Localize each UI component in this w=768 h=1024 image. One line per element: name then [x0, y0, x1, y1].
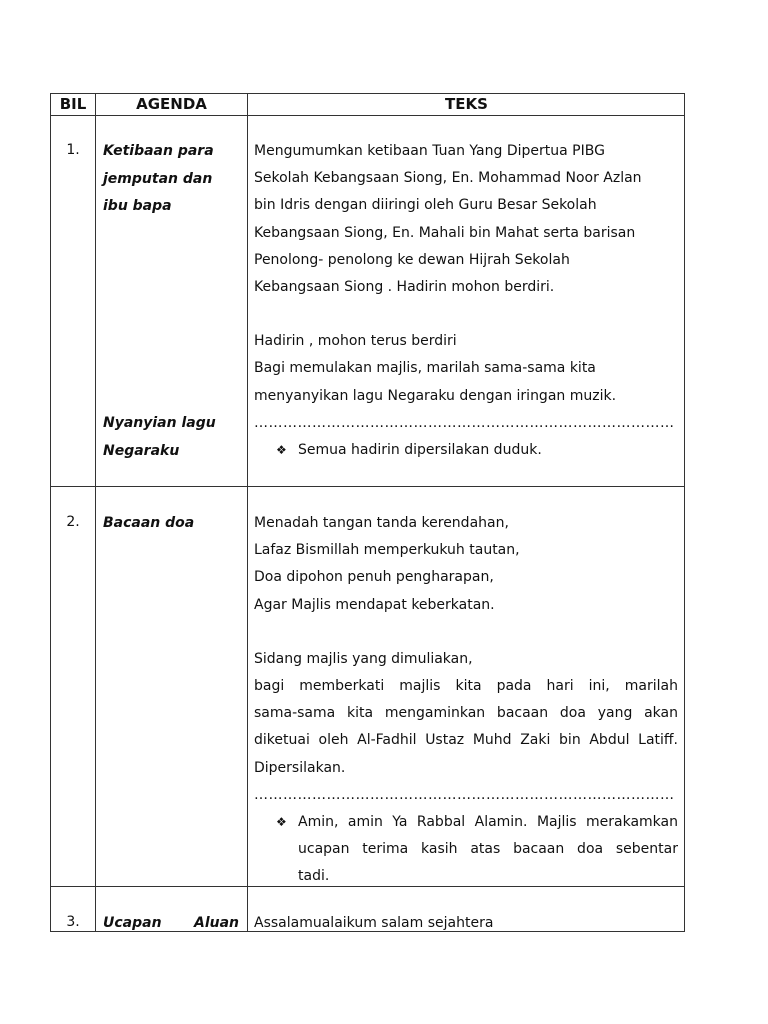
bullet-item	[254, 437, 678, 464]
agenda-table	[50, 93, 685, 932]
text-line: Agar Majlis mendapat keberkatan.	[254, 596, 495, 613]
bullet-text: ucapan terima kasih atas bacaan doa sebentar	[298, 841, 678, 858]
diamond-bullet-icon: ❖	[276, 443, 287, 458]
bullet-item	[254, 809, 678, 891]
text-line: Hadirin , mohon terus berdiri	[254, 333, 457, 350]
column-divider-bil	[95, 94, 96, 931]
row-1-agenda-line: jemputan dan	[103, 170, 213, 187]
row-1-agenda-anthem-line: Negaraku	[103, 442, 180, 459]
row-3-agenda-word: Aluan	[193, 915, 239, 931]
row-1-agenda-line: ibu bapa	[103, 198, 172, 214]
text-line: Kebangsaan Siong, En. Mahali bin Mahat serta barisan	[254, 224, 636, 241]
row-3-agenda-word: Ucapan	[103, 915, 162, 931]
text-line: sama-sama kita mengaminkan bacaan doa yang akan	[254, 705, 678, 722]
dotted-separator: ……………………………………………………………………………	[254, 786, 675, 803]
text-line: bin Idris dengan diiringi oleh Guru Besar Sekolah	[254, 197, 597, 214]
header-agenda: AGENDA	[136, 95, 207, 113]
row-1-agenda-line: Ketibaan para	[103, 143, 214, 159]
row-3-text: Assalamualaikum salam sejahtera	[254, 915, 494, 931]
bullet-text: tadi.	[298, 868, 330, 885]
bullet-text: Amin, amin Ya Rabbal Alamin. Majlis merakamkan	[298, 814, 678, 831]
row-2-number: 2.	[66, 514, 80, 530]
row-1-text	[254, 138, 678, 464]
row-1-agenda-anthem-line: Nyanyian lagu	[103, 415, 216, 431]
bullet-text: Semua hadirin dipersilakan duduk.	[298, 442, 542, 459]
header-bil: BIL	[59, 95, 87, 113]
text-line: menyanyikan lagu Negaraku dengan iringan muzik.	[254, 387, 617, 404]
row-2-text	[254, 510, 678, 891]
row-3-agenda	[103, 910, 239, 937]
row-1-agenda-anthem	[103, 410, 243, 465]
text-line: Sekolah Kebangsaan Siong, En. Mohammad Noor Azlan	[254, 170, 642, 187]
text-line: Doa dipohon penuh pengharapan,	[254, 569, 494, 586]
text-line: Bagi memulakan majlis, marilah sama-sama kita	[254, 360, 596, 377]
text-line: Sidang majlis yang dimuliakan,	[254, 650, 473, 667]
text-line: Lafaz Bismillah memperkukuh tautan,	[254, 542, 520, 559]
row-1-divider	[51, 486, 684, 487]
text-line: Penolong- penolong ke dewan Hijrah Sekolah	[254, 251, 570, 268]
diamond-bullet-icon: ❖	[276, 815, 287, 830]
row-1-number: 1.	[66, 142, 80, 158]
header-teks: TEKS	[445, 95, 488, 113]
text-line: Kebangsaan Siong . Hadirin mohon berdiri.	[254, 279, 555, 296]
text-line: Mengumumkan ketibaan Tuan Yang Dipertua PIBG	[254, 143, 605, 159]
row-3-number: 3.	[66, 914, 80, 930]
text-line: bagi memberkati majlis kita pada hari ini, marilah	[254, 678, 678, 695]
row-2-agenda: Bacaan doa	[103, 515, 195, 531]
dotted-separator: ……………………………………………………………………………	[254, 414, 675, 431]
text-line: Dipersilakan.	[254, 759, 346, 776]
column-divider-agenda	[247, 94, 248, 931]
row-1-agenda	[103, 138, 243, 221]
text-line: Menadah tangan tanda kerendahan,	[254, 515, 509, 531]
text-line: diketuai oleh Al-Fadhil Ustaz Muhd Zaki bin Abdul Latiff.	[254, 732, 678, 749]
